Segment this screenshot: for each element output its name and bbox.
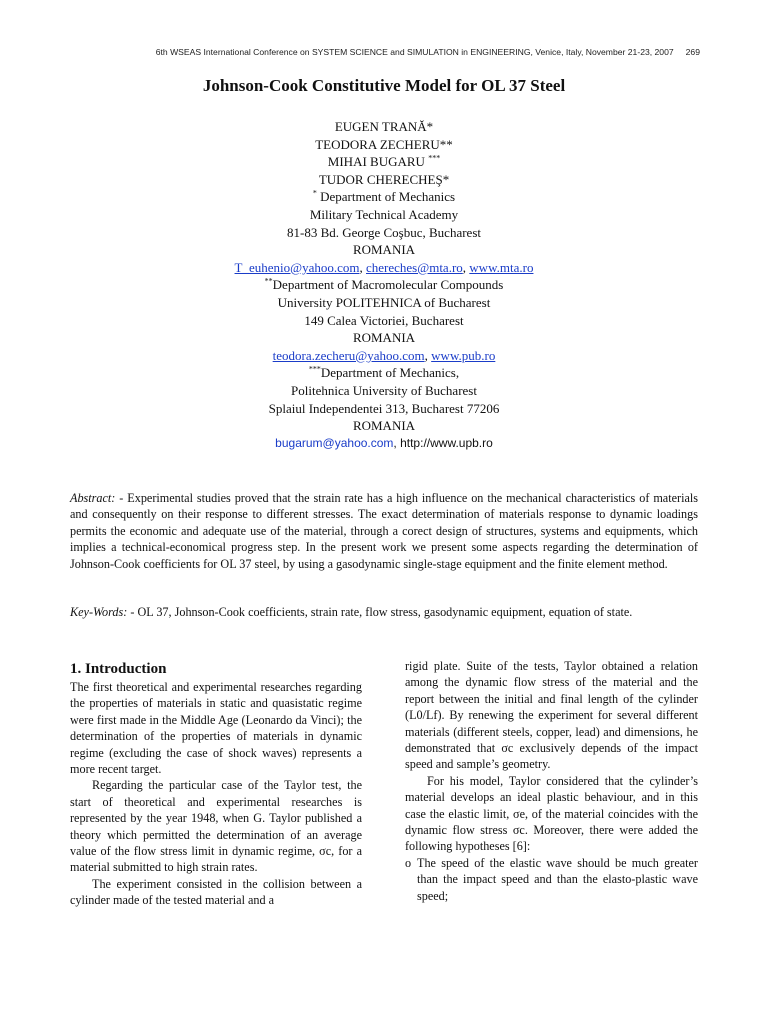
affiliation-2-dept: **Department of Macromolecular Compounds bbox=[264, 277, 504, 293]
abstract-label: Abstract: bbox=[70, 491, 116, 505]
affiliation-3-dept: ***Department of Mechanics, bbox=[308, 364, 460, 381]
intro-paragraph-2: Regarding the particular case of the Taylor test, the start of theoretical and experimental researches is represented by the year 1948, when G. Taylor published a theory which permitted the determination of an average value of the flow stress limit in dynamic regime, σc, for a material submitted to high strain rates. bbox=[70, 778, 362, 875]
author-block bbox=[0, 118, 768, 452]
bullet-marker: o bbox=[405, 855, 412, 870]
affiliation-2-address: 149 Calea Victoriei, Bucharest bbox=[304, 312, 464, 328]
web-url-upb[interactable]: , http://www.upb.ro bbox=[393, 435, 493, 450]
keywords-text: - OL 37, Johnson-Cook coefficients, strain rate, flow stress, gasodynamic equipment, equation of state. bbox=[127, 605, 633, 619]
author-1: EUGEN TRANĂ* bbox=[334, 119, 434, 134]
email-link-chereches[interactable]: chereches@mta.ro bbox=[366, 259, 463, 275]
affiliation-1-country: ROMANIA bbox=[352, 242, 416, 258]
author-3: MIHAI BUGARU *** bbox=[327, 153, 441, 170]
affiliation-3-country: ROMANIA bbox=[352, 418, 416, 434]
author-2: TEODORA ZECHERU** bbox=[315, 136, 453, 152]
email-link-zecheru[interactable]: teodora.zecheru@yahoo.com bbox=[272, 347, 425, 363]
web-link-mta[interactable]: www.mta.ro bbox=[469, 259, 534, 275]
hypothesis-list-item bbox=[405, 855, 698, 904]
abstract bbox=[70, 490, 698, 572]
affiliation-2-country: ROMANIA bbox=[352, 330, 416, 346]
affiliation-3-institution: Politehnica University of Bucharest bbox=[291, 382, 477, 398]
author-4: TUDOR CHERECHEŞ* bbox=[318, 171, 450, 187]
affiliation-2-links: teodora.zecheru@yahoo.com, www.pub.ro bbox=[272, 347, 496, 363]
intro-paragraph-5: For his model, Taylor considered that the cylinder’s material develops an ideal plastic behaviour, and in this case the elastic limit, σe, of the material coincides with the dynamic flow stress σc. Moreover, there were added the following hypotheses [6]: bbox=[405, 773, 698, 854]
length-ratio: L0/Lf bbox=[409, 708, 438, 723]
right-column bbox=[405, 658, 698, 904]
affiliation-3-address: Splaiul Independentei 313, Bucharest 77206 bbox=[268, 400, 500, 416]
intro-paragraph-4: rigid plate. Suite of the tests, Taylor obtained a relation among the dynamic flow stress of the material and the report between the initial and final length of the cylinder (L0/Lf). By renewing the experiment for several different materials (different steels, copper, lead) and dimensions, he demonstrated that σc exclusively depends of the impact speed and sample’s geometry. bbox=[405, 659, 698, 772]
intro-paragraph-3: The experiment consisted in the collision between a cylinder made of the tested material and a bbox=[70, 876, 362, 908]
paper-title: Johnson-Cook Constitutive Model for OL 37 Steel bbox=[202, 76, 566, 95]
keywords-label: Key-Words: bbox=[70, 605, 128, 619]
page-number: 269 bbox=[685, 47, 700, 57]
left-column bbox=[70, 660, 362, 909]
hypothesis-1: The speed of the elastic wave should be much greater than the impact speed and than the elasto-plastic wave speed; bbox=[417, 855, 698, 903]
affiliation-3-links bbox=[0, 435, 768, 453]
abstract-text: - Experimental studies proved that the strain rate has a high influence on the mechanical characteristics of materials and consequently on their response to different stresses. The exact determination of materials response to dynamic loadings permits the economic and adequate use of the material, through a corect design of structures, systems and equipments, which implies a technical-economical progress step. In the present work we present some aspects regarding the determination of Johnson-Cook coefficients for OL 37 steel, by using a gasodynamic single-stage equipment and the finite element method. bbox=[70, 491, 698, 571]
keywords bbox=[70, 604, 698, 620]
intro-paragraph-1: The first theoretical and experimental researches regarding the properties of materials in static and quasistatic regime were first made in the Middle Age (Leonardo da Vinci); the determination of the properties of materials in dynamic regime (excluding the case of shock waves) represents a more recent target. bbox=[70, 680, 362, 777]
email-link-t-euhenio[interactable]: T_euhenio@yahoo.com bbox=[234, 259, 360, 275]
section-heading-introduction: 1. Introduction bbox=[70, 661, 167, 677]
affiliation-1-institution: Military Technical Academy bbox=[309, 206, 459, 222]
affiliation-1-dept: * Department of Mechanics bbox=[312, 189, 456, 205]
web-link-pub[interactable]: www.pub.ro bbox=[431, 347, 496, 363]
affiliation-1-links: T_euhenio@yahoo.com, chereches@mta.ro, www.mta.ro bbox=[234, 259, 534, 275]
conference-name: 6th WSEAS International Conference on SYSTEM SCIENCE and SIMULATION in ENGINEERING, Venice, Italy, November 21-23, 2007 bbox=[155, 47, 674, 57]
affiliation-2-institution: University POLITEHNICA of Bucharest bbox=[277, 294, 491, 310]
affiliation-1-address: 81-83 Bd. George Coşbuc, Bucharest bbox=[286, 224, 481, 240]
running-header bbox=[60, 47, 700, 57]
email-link-bugarum[interactable]: bugarum@yahoo.com bbox=[275, 435, 394, 450]
